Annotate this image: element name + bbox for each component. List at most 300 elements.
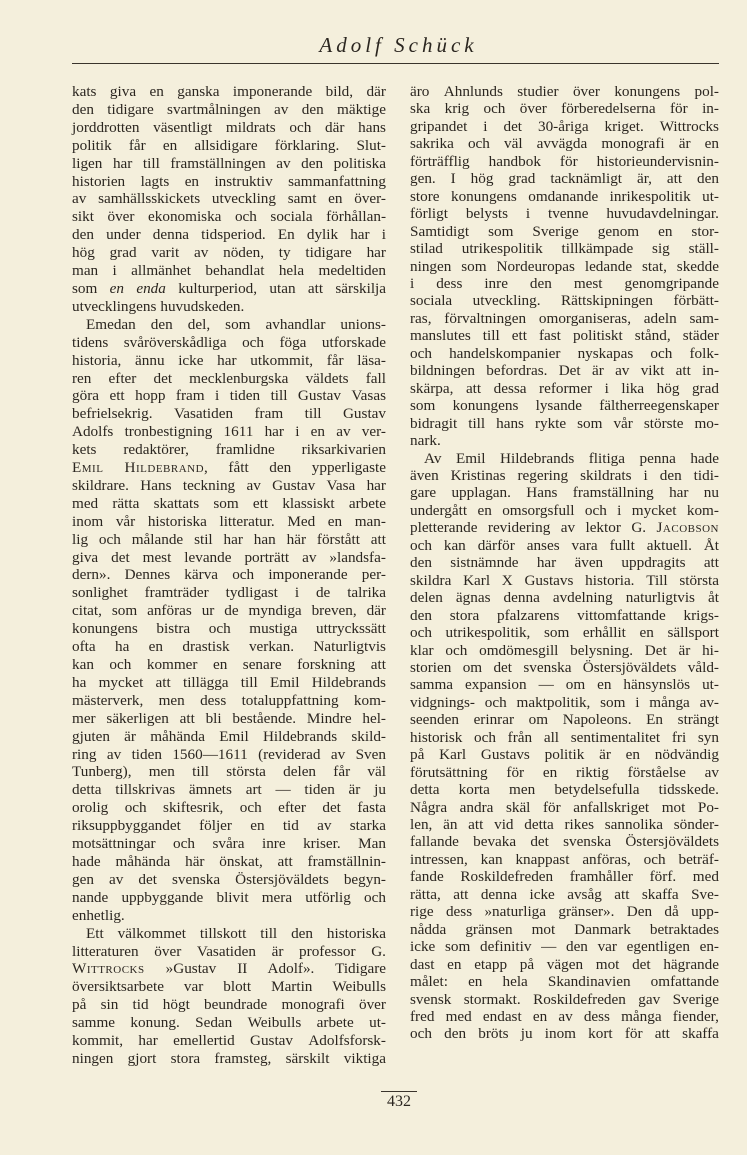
word: är — [678, 135, 691, 153]
word: begyn- — [343, 870, 386, 888]
word: ska — [410, 100, 431, 118]
word: anses — [526, 536, 560, 554]
word: att — [654, 1025, 670, 1043]
word: stor- — [691, 222, 719, 240]
word: en — [162, 136, 178, 154]
word: upplagan. — [451, 484, 511, 502]
word: välkommet — [117, 924, 186, 942]
word: endast — [482, 1008, 522, 1026]
text-line — [410, 432, 719, 449]
word: Östersjöväldets — [235, 870, 329, 888]
word: dess — [445, 903, 473, 921]
word: kom- — [686, 501, 719, 519]
word: sig — [652, 240, 670, 258]
word: ha — [72, 673, 87, 691]
word: grad — [691, 379, 719, 397]
text-line — [410, 729, 719, 746]
word: svartmålningen — [167, 100, 261, 118]
word: inre — [261, 835, 286, 853]
word: fande — [410, 868, 444, 886]
word: undergått — [410, 501, 468, 519]
word: giva — [72, 548, 99, 566]
word: och — [474, 728, 496, 746]
text-line — [410, 833, 719, 850]
word: tillskott — [199, 924, 247, 942]
word: men — [148, 763, 175, 781]
word: ledande — [584, 257, 633, 275]
word: expansion — [465, 676, 527, 694]
word: efter — [278, 799, 306, 817]
text-line — [72, 692, 386, 710]
word: äro — [410, 83, 430, 100]
word: mildrats — [225, 118, 276, 136]
word: är — [678, 641, 691, 659]
word: har — [366, 476, 386, 494]
word: mest — [573, 274, 603, 292]
word: beträf- — [678, 850, 719, 868]
word: samt — [287, 190, 317, 208]
word: rätta, — [410, 885, 441, 903]
word: hög — [72, 244, 95, 262]
word: som — [225, 315, 251, 333]
word: Wittrocks — [659, 117, 719, 135]
word: inrikespolitik — [609, 187, 691, 205]
word: Gustav — [272, 476, 316, 494]
word: historien — [72, 172, 126, 190]
text-line — [72, 513, 386, 531]
word: sonlighet — [72, 584, 128, 602]
word: i — [112, 262, 117, 280]
word: är — [599, 746, 611, 764]
word: lika — [621, 379, 645, 397]
word: hög — [656, 379, 680, 397]
word: riksuppbyggandet — [72, 817, 181, 835]
word: skiftesrik, — [163, 799, 224, 817]
word: är — [591, 362, 604, 380]
word: lig — [72, 530, 89, 548]
word: breven, — [311, 602, 357, 620]
word: dess — [436, 274, 463, 292]
word: tidi- — [693, 466, 719, 484]
word: ver- — [361, 423, 386, 441]
word: svenska — [523, 658, 572, 676]
word: Vasa — [326, 476, 356, 494]
word: bildningen — [410, 362, 475, 380]
word: att — [277, 852, 293, 870]
word: men — [509, 781, 536, 799]
word: skaffa — [641, 885, 679, 903]
word: för — [542, 798, 561, 816]
word: högt — [162, 996, 190, 1014]
word: var — [183, 978, 204, 996]
word: tillägga — [182, 673, 229, 691]
word: uppdragits — [621, 554, 686, 572]
word: samma — [410, 676, 454, 694]
text-line — [72, 101, 386, 119]
word: utförlig — [305, 888, 351, 906]
word: icke — [178, 351, 204, 369]
word: det — [530, 833, 549, 851]
word: den — [72, 226, 94, 244]
text-line — [410, 345, 719, 362]
word: sin — [100, 996, 119, 1014]
word: översiktsarbete — [72, 978, 164, 996]
word: svensk — [410, 990, 452, 1008]
word: som — [488, 222, 514, 240]
word: befordras. — [486, 362, 548, 380]
text-line — [72, 602, 386, 620]
word: politiskt — [572, 327, 623, 345]
word: skärpa, — [410, 379, 454, 397]
word: efter — [108, 369, 137, 387]
word: Gustav — [249, 1032, 294, 1050]
word: stora — [449, 606, 480, 624]
word: för — [559, 152, 578, 170]
paragraph — [72, 83, 386, 316]
word: gjuten — [72, 727, 110, 745]
word: att — [179, 709, 195, 727]
word: pol- — [694, 83, 719, 100]
word: av — [317, 817, 332, 835]
word: »naturliga — [484, 903, 547, 921]
text-line — [410, 327, 719, 344]
header-rule — [72, 63, 719, 64]
text-line — [72, 316, 386, 334]
word: kriget. — [604, 117, 644, 135]
word: från — [507, 728, 533, 746]
word: monografi — [601, 135, 665, 153]
word: detta — [524, 816, 554, 834]
word: Ett — [86, 924, 104, 942]
word: hans — [358, 118, 386, 136]
word: porträtt — [244, 548, 290, 566]
word: av — [615, 362, 630, 380]
word: får — [326, 351, 344, 369]
word: samhällsskickets — [98, 190, 201, 208]
word: Med — [287, 512, 316, 530]
word: framställningen — [170, 154, 266, 172]
word: måhända — [150, 727, 206, 745]
word: förträfflig — [410, 152, 470, 170]
word: framlidne — [215, 441, 275, 459]
word: en — [250, 817, 265, 835]
text-segment: , fått den ypperligaste — [204, 459, 386, 477]
word: bistra — [156, 620, 191, 638]
word: en — [704, 135, 719, 153]
text-line — [410, 502, 719, 519]
word: anfallskriget — [573, 798, 650, 816]
word: den — [444, 1025, 467, 1043]
word: och — [232, 566, 255, 584]
text-line — [72, 226, 386, 244]
word: av — [276, 154, 291, 172]
word: Hans — [140, 476, 172, 494]
text-line — [410, 921, 719, 938]
text-line — [410, 258, 719, 275]
word: omsorgsfull — [502, 501, 575, 519]
text-line — [410, 380, 719, 397]
word: verkan. — [248, 638, 295, 656]
word: därför — [477, 536, 515, 554]
text-line — [72, 298, 386, 316]
word: huvudskeden. — [160, 297, 245, 315]
word: över — [154, 942, 182, 960]
word: giva — [109, 83, 137, 100]
word: kats — [72, 83, 97, 100]
word: arbete — [348, 494, 386, 512]
word: citat, — [72, 602, 102, 620]
word: starka — [349, 817, 386, 835]
word: och — [109, 656, 132, 673]
word: denna — [480, 885, 518, 903]
word: blivit — [216, 888, 249, 906]
word: hög — [470, 170, 494, 188]
word: Adolfs — [72, 423, 114, 441]
text-line — [410, 135, 719, 152]
word: gen. — [410, 170, 436, 188]
word: ställ- — [688, 240, 719, 258]
word: stormakt. — [463, 990, 521, 1008]
word: där — [366, 602, 386, 620]
word: mycket — [631, 501, 677, 519]
word: mer — [72, 709, 96, 727]
word: med — [72, 494, 99, 512]
word: historiska — [147, 512, 207, 530]
word: han — [253, 530, 276, 548]
word: det — [493, 658, 513, 676]
word: Till — [646, 571, 668, 589]
word: betraktades — [649, 920, 719, 938]
word: inom — [72, 512, 104, 530]
word: är, — [636, 170, 652, 188]
word: och — [289, 118, 312, 136]
word: den — [565, 938, 588, 956]
text-line — [410, 450, 719, 467]
word: ha — [114, 638, 130, 656]
word: utveckling. — [472, 292, 541, 310]
word: rige — [410, 903, 434, 921]
word: handelskompanier — [449, 344, 561, 362]
word: »landsfa- — [329, 548, 386, 566]
word: det — [632, 955, 651, 973]
word: till — [304, 405, 322, 423]
text-line — [410, 153, 719, 170]
text-line — [410, 746, 719, 763]
word: på — [72, 996, 87, 1014]
word: hopp — [135, 387, 166, 405]
word: avdelning — [552, 589, 613, 607]
text-line — [410, 956, 719, 973]
text-line — [72, 566, 386, 584]
word: omdömesgill — [479, 641, 559, 659]
word: där — [325, 118, 345, 136]
word: att — [453, 885, 469, 903]
word: framsteg, — [214, 1049, 272, 1067]
text-line — [72, 280, 386, 298]
word: dast — [410, 955, 435, 973]
word: Det — [644, 641, 667, 659]
word: (reviderad — [258, 745, 321, 763]
word: bevaka — [473, 833, 517, 851]
word: förståelse — [627, 763, 686, 781]
word: till — [142, 154, 160, 172]
word: framträder — [144, 584, 209, 602]
word: har — [264, 423, 284, 441]
text-line — [72, 370, 386, 388]
word: Gustav — [342, 405, 386, 423]
text-line — [72, 190, 386, 208]
word: bild, — [325, 83, 354, 100]
word: och — [410, 536, 432, 554]
word: som — [444, 938, 471, 956]
word: för — [624, 1025, 643, 1043]
text-line — [410, 275, 719, 292]
small-caps-name: Emil Hildebrand — [72, 459, 205, 477]
word: in- — [702, 362, 719, 380]
word: mäktige — [337, 100, 386, 118]
word: en — [148, 638, 163, 656]
text-line — [72, 656, 386, 674]
word: skild- — [351, 727, 386, 745]
word: det — [111, 548, 130, 566]
word: och — [483, 100, 506, 118]
word: delen — [410, 589, 443, 607]
word: dess — [583, 1008, 610, 1026]
word: väsentligt — [153, 118, 213, 136]
word: — — [538, 676, 554, 694]
word: erinrar — [473, 711, 515, 729]
word: klassiskt — [282, 494, 335, 512]
word: och — [98, 530, 121, 548]
word: den — [150, 315, 173, 333]
text-line — [410, 816, 719, 833]
word: svenska — [171, 870, 221, 888]
word: Man — [358, 835, 386, 853]
text-line — [72, 208, 386, 226]
text-line — [410, 694, 719, 711]
paragraph — [410, 83, 719, 450]
word: då — [664, 903, 679, 921]
text-line — [72, 853, 386, 871]
word: göra — [72, 387, 99, 405]
word: tid — [282, 817, 299, 835]
word: som — [543, 624, 570, 642]
word: även — [410, 466, 439, 484]
word: med — [692, 868, 719, 886]
word: Danmark — [574, 920, 631, 938]
page-number: 432 — [387, 1093, 411, 1110]
word: Naturligtvis — [313, 638, 386, 656]
word: fred — [410, 1008, 435, 1026]
word: att — [703, 554, 719, 572]
word: icke — [410, 938, 436, 956]
word: av — [336, 423, 351, 441]
word: Sven — [355, 745, 386, 763]
word: den — [72, 100, 94, 118]
word: rykte — [534, 414, 567, 432]
word: redaktörer, — [123, 441, 189, 459]
text-line — [410, 554, 719, 571]
word: ett — [511, 327, 527, 345]
word: som — [461, 257, 487, 275]
word: sannolika — [604, 816, 663, 834]
word: denna — [152, 226, 190, 244]
word: konungens — [72, 620, 138, 638]
word: adeln — [643, 309, 677, 327]
word: instruktiv — [214, 172, 273, 190]
word: skedde — [676, 257, 719, 275]
word: hel- — [362, 709, 386, 727]
text-line — [72, 799, 386, 817]
word: att — [666, 170, 683, 188]
text-line — [72, 746, 386, 764]
word: får — [128, 136, 146, 154]
word: önskat, — [219, 852, 263, 870]
word: politiska — [333, 154, 386, 172]
word: av — [193, 244, 209, 262]
word: den — [301, 154, 324, 172]
word: i — [215, 387, 220, 405]
word: att — [468, 816, 484, 834]
word: som — [410, 397, 436, 415]
word: Östersjöväldets — [582, 658, 677, 676]
word: av — [302, 548, 317, 566]
word: ju — [374, 781, 386, 799]
word: en — [658, 222, 673, 240]
word: över — [358, 996, 386, 1014]
word: imponerande — [232, 83, 313, 100]
word: syn — [697, 728, 719, 746]
text-line — [410, 903, 719, 920]
word: litteraturen — [72, 942, 139, 960]
word: intressen, — [410, 850, 468, 868]
word: samme — [72, 1014, 116, 1032]
word: vår — [613, 414, 633, 432]
word: störste — [643, 414, 684, 432]
word: 1611 — [223, 423, 254, 441]
word: över — [572, 83, 600, 100]
word: åt — [707, 589, 719, 607]
word: sentimentalitet — [570, 728, 661, 746]
word: vikt — [640, 362, 665, 380]
word: av — [106, 745, 122, 763]
word: i — [617, 501, 622, 519]
word: man- — [354, 512, 386, 530]
text-line — [72, 405, 386, 423]
paragraph — [72, 316, 386, 925]
word: framställning — [572, 484, 654, 502]
word: man — [72, 262, 99, 280]
word: utrikespolitik — [461, 240, 543, 258]
word: är — [348, 781, 361, 799]
text-line — [72, 83, 386, 101]
word: pfalzarens — [497, 606, 560, 624]
word: art — [245, 781, 262, 799]
word: här — [185, 852, 205, 870]
word: inre — [484, 274, 508, 292]
word: Roskildefreden — [533, 990, 626, 1008]
word: ut- — [369, 1014, 386, 1032]
word: som — [577, 414, 603, 432]
word: av — [274, 100, 289, 118]
word: förklaring. — [274, 136, 340, 154]
text-line — [72, 423, 386, 441]
word: svenska — [563, 833, 612, 851]
word: tidens — [72, 333, 109, 351]
word: här — [286, 530, 307, 548]
word: mecklenburgska — [189, 369, 289, 387]
word: till — [192, 763, 210, 781]
